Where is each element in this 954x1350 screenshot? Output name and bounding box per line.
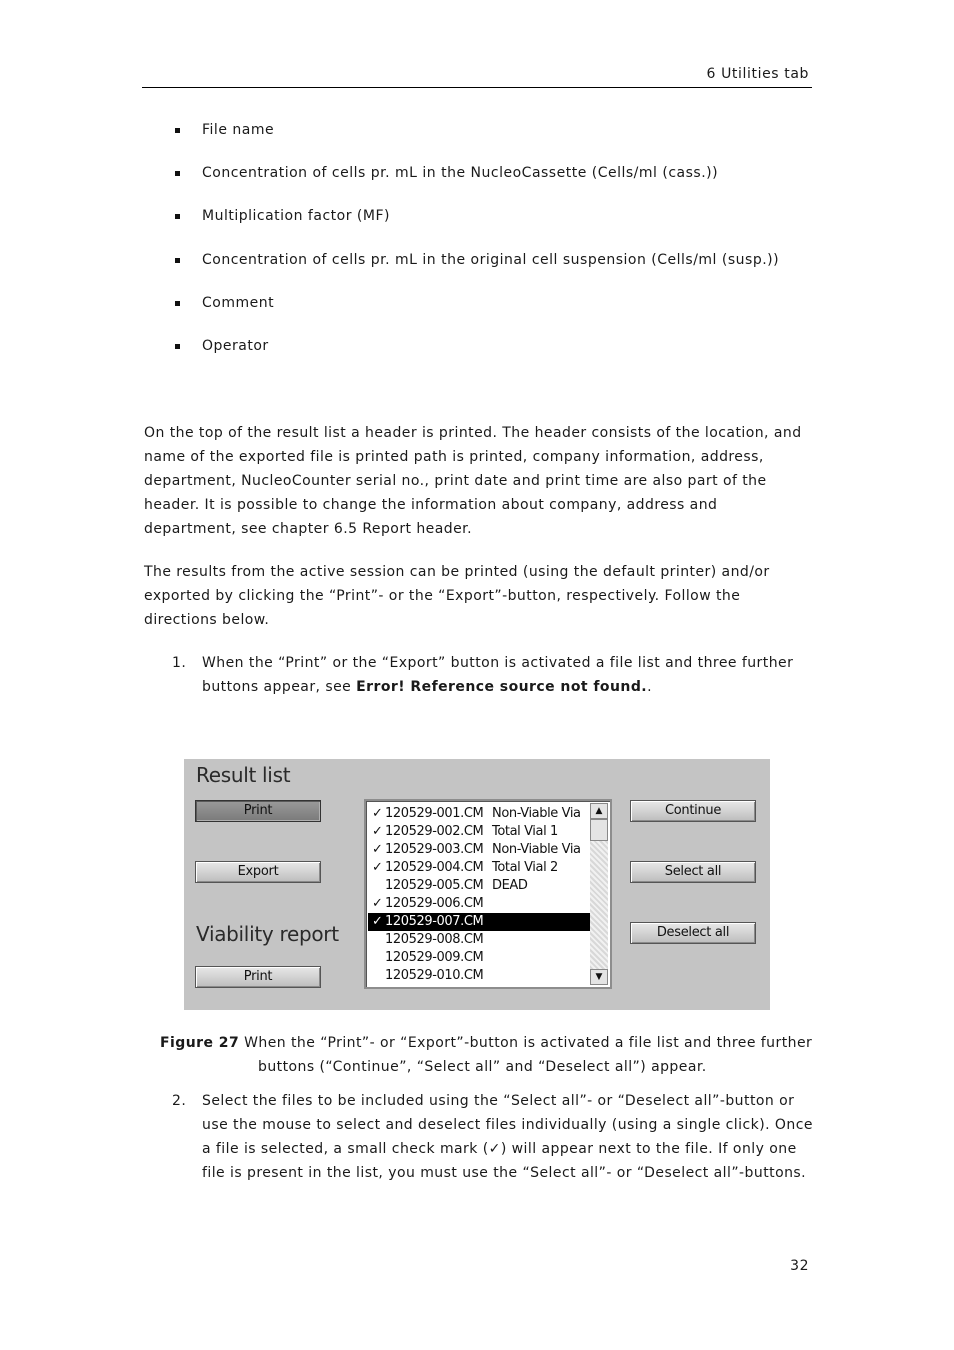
select-all-button[interactable]: Select all: [630, 861, 756, 883]
list-item[interactable]: ✓ 120529-001.CM Non-Viable Via: [372, 806, 581, 821]
check-mark-icon: ✓: [372, 896, 383, 911]
list-item[interactable]: ✓ 120529-003.CM Non-Viable Via: [372, 842, 581, 857]
figure-label: Figure 27: [160, 1035, 240, 1051]
check-mark-icon: ✓: [372, 860, 383, 875]
viability-report-title: Viability report: [196, 922, 339, 946]
export-button[interactable]: Export: [195, 861, 321, 883]
list-item[interactable]: 120529-005.CM DEAD: [385, 878, 528, 893]
list-item[interactable]: ✓ 120529-006.CM: [372, 896, 484, 911]
step-number: 1.: [172, 655, 187, 671]
file-listbox[interactable]: [364, 799, 612, 989]
list-item[interactable]: ✓ 120529-002.CM Total Vial 1: [372, 824, 558, 839]
list-item[interactable]: 120529-009.CM: [385, 950, 484, 965]
list-item[interactable]: 120529-010.CM: [385, 968, 484, 983]
list-item[interactable]: 120529-008.CM: [385, 932, 484, 947]
check-mark-icon: ✓: [372, 824, 383, 839]
continue-button[interactable]: Continue: [630, 800, 756, 822]
section-title: 6 Utilities tab: [706, 66, 809, 82]
bullet-square-icon: [175, 128, 180, 133]
list-item[interactable]: ✓ 120529-004.CM Total Vial 2: [372, 860, 558, 875]
figure-caption: [160, 1031, 820, 1079]
paragraph-header-description: On the top of the result list a header is printed. The header consists of the location, and name of the exported file is printed path is printed, company information, address, department, NucleoCounter serial no., print date and print time are also part of the header. It is possible to change the information about company, address and department, see chapter 6.5 Report header.: [144, 425, 802, 537]
step-number: 2.: [172, 1093, 187, 1109]
header-divider: [142, 87, 812, 88]
page-number: 32: [790, 1258, 809, 1274]
caption-line-1: When the “Print”- or “Export”-button is activated a file list and three further: [244, 1035, 813, 1051]
bullet-square-icon: [175, 344, 180, 349]
list-item-selected[interactable]: ✓ 120529-007.CM: [368, 913, 590, 931]
step-text: Select the files to be included using the “Select all”- or “Deselect all”-button or use the mouse to select and deselect files individually (using a single click). Once a file is selected, a small check mark (✓) will appear next to the file. If only one file is present in the list, you must use the “Select all”- or “Deselect all”-buttons.: [202, 1093, 813, 1181]
result-print-button[interactable]: Print: [195, 800, 321, 822]
figure-27-screenshot: [184, 759, 770, 1010]
check-mark-icon: ✓: [372, 914, 383, 929]
deselect-all-button[interactable]: Deselect all: [630, 922, 756, 944]
scroll-up-icon[interactable]: ▲: [590, 803, 608, 819]
bullet-square-icon: [175, 301, 180, 306]
viability-print-button[interactable]: Print: [195, 966, 321, 988]
paragraph-print-export: The results from the active session can be printed (using the default printer) and/or exported by clicking the “Print”- or the “Export”-button, respectively. Follow the directions below.: [144, 564, 770, 628]
bullet-square-icon: [175, 171, 180, 176]
step-text: When the “Print” or the “Export” button is activated a file list and three further buttons appear, see Error! Reference source not found..: [202, 655, 794, 695]
check-mark-icon: ✓: [372, 842, 383, 857]
check-mark-icon: ✓: [372, 806, 383, 821]
result-list-title: Result list: [196, 763, 291, 787]
scroll-thumb[interactable]: [590, 819, 608, 841]
bullet-square-icon: [175, 214, 180, 219]
bullet-square-icon: [175, 258, 180, 263]
scroll-down-icon[interactable]: ▼: [590, 969, 608, 985]
reference-error: Error! Reference source not found.: [356, 679, 648, 695]
check-mark-icon: ✓: [488, 1141, 501, 1157]
caption-line-2: buttons (“Continue”, “Select all” and “Deselect all”) appear.: [258, 1059, 707, 1075]
vertical-scrollbar[interactable]: [590, 803, 608, 985]
